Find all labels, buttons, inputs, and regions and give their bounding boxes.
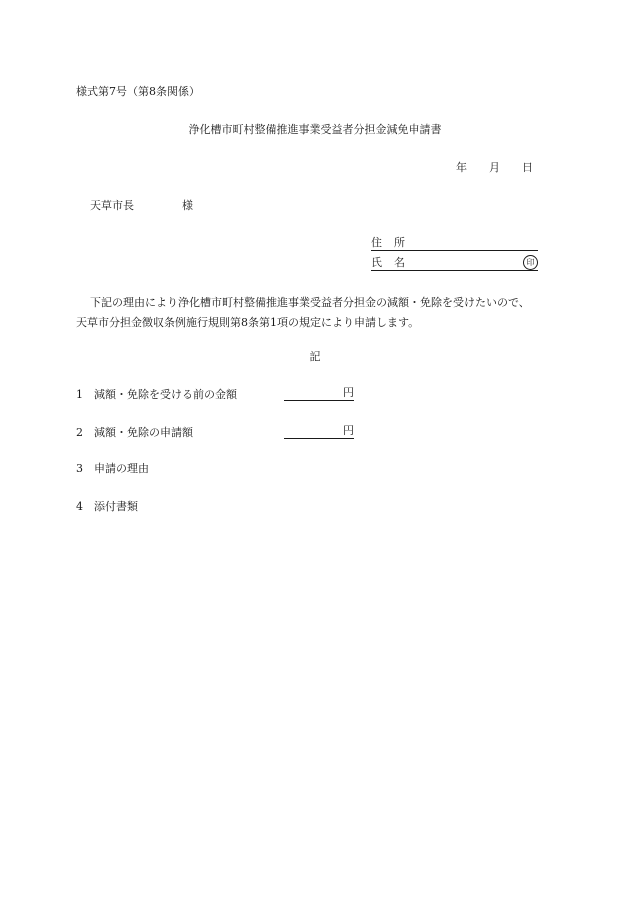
item-number: 1 [76,388,83,401]
item-reason [76,463,149,474]
amount-before-field[interactable] [284,387,354,401]
name-label-char-1: 氏 [371,256,382,269]
form-number: 様式第7号（第8条関係） [76,85,200,98]
item-number: 2 [76,426,83,439]
requested-amount-field[interactable] [284,425,354,439]
item-number: 4 [76,500,83,513]
statement-line-1: 下記の理由により浄化槽市町村整備推進事業受益者分担金の減額・免除を受けたいので、 [90,296,530,309]
item-label: 申請の理由 [94,462,149,475]
yen-unit: 円 [343,424,354,437]
seal-mark: 印 [523,255,538,270]
applicant-address-field[interactable] [371,237,538,251]
address-label-char-1: 住 [371,236,382,249]
addressee-name: 天草市長 [90,199,134,212]
name-label-char-2: 名 [394,256,405,269]
ki-heading: 記 [309,350,321,363]
address-label [371,236,405,249]
date-day-label: 日 [522,161,533,174]
item-requested-amount [76,427,193,438]
yen-unit: 円 [343,386,354,399]
item-attachments [76,501,138,512]
statement-line-2: 天草市分担金徴収条例施行規則第8条第1項の規定により申請します。 [76,316,420,329]
applicant-name-field[interactable] [371,257,538,271]
address-label-char-2: 所 [394,236,405,249]
item-amount-before [76,389,237,400]
item-label: 添付書類 [94,500,138,513]
date-month-label: 月 [489,161,500,174]
date-year-label: 年 [456,161,467,174]
item-label: 減額・免除の申請額 [94,426,193,439]
application-statement [76,293,556,333]
name-label [371,256,405,269]
date-line [456,162,533,173]
addressee-suffix: 様 [182,199,193,212]
document-title: 浄化槽市町村整備推進事業受益者分担金減免申請書 [188,123,442,136]
item-number: 3 [76,462,83,475]
item-label: 減額・免除を受ける前の金額 [94,388,237,401]
